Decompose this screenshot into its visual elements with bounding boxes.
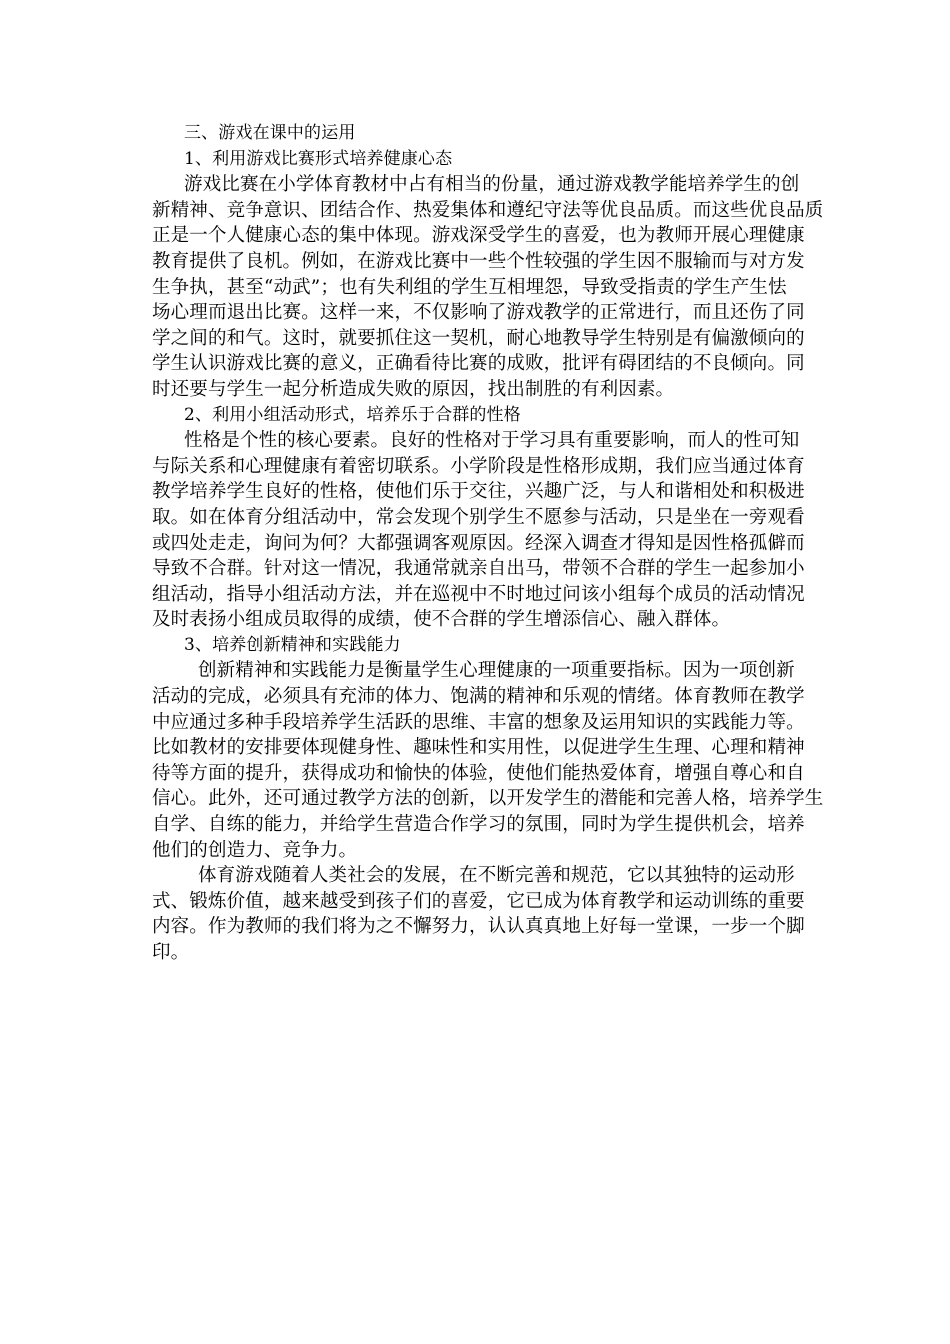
document-body: [152, 121, 824, 966]
text-line: 比如教材的安排要体现健身性、趣味性和实用性，以促进学生生理、心理和精神: [152, 737, 805, 759]
text-line: 内容。作为教师的我们将为之不懈努力，认认真真地上好每一堂课，一步一个脚: [152, 916, 805, 938]
text-line: 取。如在体育分组活动中，常会发现个别学生不愿参与活动，只是坐在一旁观看: [152, 506, 805, 528]
text-line: 或四处走走，询问为何？大都强调客观原因。经深入调查才得知是因性格孤僻而: [152, 532, 805, 554]
text-line: 新精神、竞争意识、团结合作、热爱集体和遵纪守法等优良品质。而这些优良品质: [152, 199, 824, 221]
text-line: 时还要与学生一起分析造成失败的原因，找出制胜的有利因素。: [152, 378, 675, 400]
text-line: 导致不合群。针对这一情况，我通常就亲自出马，带领不合群的学生一起参加小: [152, 558, 805, 580]
text-line: 教育提供了良机。例如，在游戏比赛中一些个性较强的学生因不服输而与对方发: [152, 250, 805, 272]
text-line: 与际关系和心理健康有着密切联系。小学阶段是性格形成期，我们应当通过体育: [152, 455, 805, 477]
paragraph-3: [152, 658, 824, 863]
text-line: 待等方面的提升，获得成功和愉快的体验，使他们能热爱体育，增强自尊心和自: [152, 762, 805, 784]
section-heading: 三、游戏在课中的运用: [184, 123, 356, 143]
text-line: 正是一个人健康心态的集中体现。游戏深受学生的喜爱，也为教师开展心理健康: [152, 225, 805, 247]
text-line: 式、锻炼价值，越来越受到孩子们的喜爱，它已成为体育教学和运动训练的重要: [152, 890, 805, 912]
text-line: 他们的创造力、竞争力。: [152, 839, 358, 861]
text-line: 性格是个性的核心要素。良好的性格对于学习具有重要影响，而人的性可知: [184, 430, 800, 452]
closing-paragraph: [152, 863, 805, 965]
subsection-heading-2: 2、利用小组活动形式，培养乐于合群的性格: [184, 404, 521, 425]
text-line: 体育游戏随着人类社会的发展，在不断完善和规范，它以其独特的运动形: [198, 865, 795, 887]
text-line: 场心理而退出比赛。这样一来，不仅影响了游戏教学的正常进行，而且还伤了同: [152, 302, 805, 324]
text-line: 自学、自练的能力，并给学生营造合作学习的氛围，同时为学生提供机会，培养: [152, 814, 805, 836]
paragraph-2: [152, 428, 805, 633]
text-line: 游戏比赛在小学体育教材中占有相当的份量，通过游戏教学能培养学生的创: [184, 174, 800, 196]
paragraph-1: [152, 172, 824, 402]
text-line: 生争执，甚至“动武”；也有失利组的学生互相埋怨，导致受指责的学生产生怯: [152, 276, 787, 298]
text-line: 学之间的和气。这时，就要抓住这一契机，耐心地教导学生特别是有偏激倾向的: [152, 327, 805, 349]
text-line: 印。: [152, 942, 190, 963]
subsection-heading-1: 1、利用游戏比赛形式培养健康心态: [184, 148, 453, 169]
text-line: 组活动，指导小组活动方法，并在巡视中不时地过问该小组每个成员的活动情况: [152, 583, 805, 605]
text-line: 信心。此外，还可通过教学方法的创新，以开发学生的潜能和完善人格，培养学生: [152, 788, 824, 810]
text-line: 活动的完成，必须具有充沛的体力、饱满的精神和乐观的情绪。体育教师在教学: [152, 686, 805, 708]
subsection-heading-3: 3、培养创新精神和实践能力: [184, 634, 401, 655]
text-line: 教学培养学生良好的性格，使他们乐于交往，兴趣广泛，与人和谐相处和积极进: [152, 481, 805, 503]
text-line: 及时表扬小组成员取得的成绩，使不合群的学生增添信心、融入群体。: [152, 609, 731, 631]
text-line: 中应通过多种手段培养学生活跃的思维、丰富的想象及运用知识的实践能力等。: [152, 711, 805, 733]
text-line: 创新精神和实践能力是衡量学生心理健康的一项重要指标。因为一项创新: [198, 660, 795, 682]
text-line: 学生认识游戏比赛的意义，正确看待比赛的成败，批评有碍团结的不良倾向。同: [152, 353, 805, 375]
